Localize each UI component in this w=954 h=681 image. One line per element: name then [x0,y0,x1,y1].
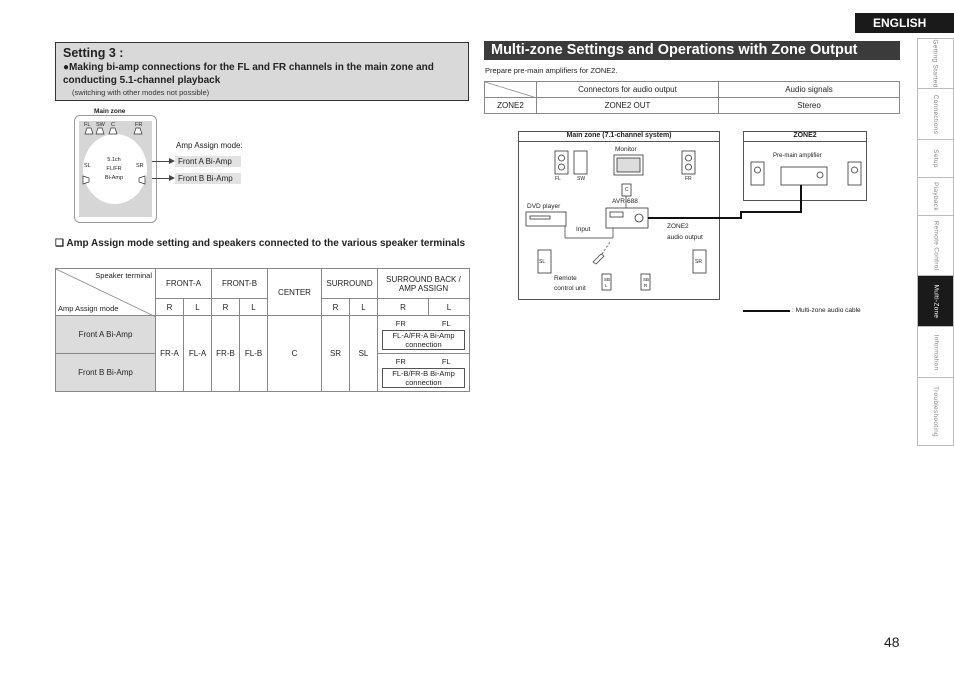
bi-amp-connection-b: FL-B/FR-B Bi-Amp connection [382,368,465,388]
label-zone2-output-2: audio output [667,234,703,241]
label-sbr-2: R [644,283,648,288]
main-zone-label: Main zone [94,108,126,115]
tab-label: Setup [932,149,939,168]
front-a-bi-amp-chip: Front A Bi-Amp [175,156,241,167]
spk-label-c: C [111,122,115,128]
speaker-fr-icon [134,128,142,134]
table-row [56,316,470,354]
amp-assign-heading [55,237,469,251]
label-sr: SR [695,259,702,265]
label-remote-1: Remote [554,275,577,282]
speaker-cone [559,155,565,161]
label-dvd-player: DVD player [527,203,561,210]
arrow-line [152,178,169,179]
t2-zone2: ZONE2 [485,98,537,114]
fr-fl-labels [378,319,469,329]
tab-multi-zone[interactable] [917,276,954,327]
checkbox-icon: ❑ [55,238,64,249]
multi-zone-heading: Multi-zone Settings and Operations with Zone Output [484,41,900,60]
sub-l: L [184,299,212,316]
cell-bi-amp-b [378,354,470,392]
header-front-a: FRONT-A [156,269,212,299]
tab-label: Getting Started [932,39,940,88]
label-sbr-1: SB [643,277,650,282]
header-surround: SURROUND [322,269,378,299]
corner-bottom-label: Amp Assign mode [58,304,119,313]
fr-label: FR [395,318,406,328]
sub-l: L [240,299,268,316]
cell-sl: SL [350,316,378,392]
bi-amp-connection-a: FL-A/FR-A Bi-Amp connection [382,330,465,350]
speaker-sl-icon [83,176,89,184]
tab-label: Multi-Zone [932,284,939,318]
label-sbl-1: SB [604,277,611,282]
amp-assign-mode-label: Amp Assign mode: [176,141,243,150]
label-fl: FL [555,176,561,182]
prep-text: Prepare pre-main amplifiers for ZONE2. [485,66,618,75]
header-center: CENTER [268,269,322,316]
table-corner-cell [56,269,156,316]
zone2-title: ZONE2 [793,132,817,139]
spk-label-sl: SL [84,163,91,169]
amp-assign-heading-text: Amp Assign mode setting and speakers connected to the various speaker terminals [66,238,466,249]
t2-corner [485,82,537,98]
header-surround-back: SURROUND BACK / AMP ASSIGN [378,269,470,299]
diagonal-line [485,82,537,98]
cell-bi-amp-a [378,316,470,354]
sub-r: R [322,299,350,316]
sub-r: R [212,299,240,316]
sub-r: R [378,299,429,316]
front-b-bi-amp-chip: Front B Bi-Amp [175,173,241,184]
setting-3-box [55,42,469,101]
label-sbl-2: L [605,283,608,288]
speaker-c-icon [109,128,117,134]
tab-remote-control[interactable] [917,216,954,276]
label-avr-688: AVR-688 [612,198,638,205]
arrow-line [152,161,169,162]
fl-label: FL [441,356,451,366]
bullet-icon: ● [63,62,70,73]
mode-line-3: Bi-Amp [104,175,124,181]
table-row [485,98,900,114]
speaker-cone [686,164,692,170]
speaker-cone [686,155,692,161]
fl-label: FL [441,318,451,328]
cell-sr: SR [322,316,350,392]
speaker-cone [559,164,565,170]
spk-label-fl: FL [84,122,91,128]
corner-top-label: Speaker terminal [95,271,152,280]
spk-label-sw: SW [96,122,105,128]
tab-label: Troubleshooting [932,386,939,437]
zone2-speaker-left-icon [751,162,764,185]
setting-title: Setting 3 : [63,46,124,60]
sub-l: L [350,299,378,316]
speaker-sw-icon [96,128,104,134]
setting-desc [63,61,461,87]
label-pre-main-amp: Pre-main amplifier [773,153,822,159]
tab-troubleshooting[interactable] [917,378,954,446]
tab-setup[interactable] [917,140,954,178]
t2-zone2-out: ZONE2 OUT [537,98,719,114]
label-sl: SL [539,259,546,265]
fr-fl-labels [378,357,469,367]
t2-header-signals: Audio signals [719,82,900,98]
fr-label: FR [395,356,406,366]
tab-label: Remote Control [932,220,940,271]
speaker-sr-icon [139,176,145,184]
side-index-tabs [917,38,954,446]
mode-line-1: 5.1ch [107,157,121,163]
sub-r: R [156,299,184,316]
mode-line-2: FL/FR [106,166,122,172]
cell-c: C [268,316,322,392]
row-mode-front-b: Front B Bi-Amp [56,354,156,392]
spk-label-fr: FR [135,122,143,128]
t2-header-connectors: Connectors for audio output [537,82,719,98]
setting-desc-text: Making bi-amp connections for the FL and FR channels in the main zone and conducting 5.1-channel playback [63,62,434,86]
label-sw: SW [577,176,586,182]
speaker-fl-icon [555,151,568,174]
tab-information[interactable] [917,327,954,378]
tab-connections[interactable] [917,89,954,140]
tab-label: Connections [932,94,939,134]
cable-legend-line [743,310,790,312]
cell-fr-b: FR-B [212,316,240,392]
zone2-speaker-right-icon [848,162,861,185]
label-zone2-output-1: ZONE2 [667,223,689,230]
label-c: C [625,187,629,193]
page-number: 48 [884,634,900,650]
zone-output-table [484,81,900,114]
cell-fl-a: FL-A [184,316,212,392]
sub-l: L [428,299,469,316]
cell-fl-b: FL-B [240,316,268,392]
label-input: Input [576,226,591,233]
t2-stereo: Stereo [719,98,900,114]
label-remote-2: control unit [554,285,586,292]
language-tab: ENGLISH [855,13,954,33]
cable-legend-text: : Multi-zone audio cable [792,307,861,314]
spk-label-sr: SR [136,163,144,169]
tab-getting-started[interactable] [917,38,954,89]
label-fr: FR [685,176,692,182]
header-front-b: FRONT-B [212,269,268,299]
cell-fr-a: FR-A [156,316,184,392]
tab-playback[interactable] [917,178,954,216]
amp-assign-table [55,268,470,392]
speaker-fr-icon [682,151,695,174]
tab-label: Playback [932,182,939,211]
label-monitor: Monitor [615,146,637,153]
speaker-fl-icon [85,128,93,134]
row-mode-front-a: Front A Bi-Amp [56,316,156,354]
main-zone-system-title: Main zone (7.1-channel system) [566,132,672,139]
setting-note: (switching with other modes not possible) [72,88,210,97]
speaker-sw-icon [574,151,587,174]
tab-label: Information [932,334,940,370]
